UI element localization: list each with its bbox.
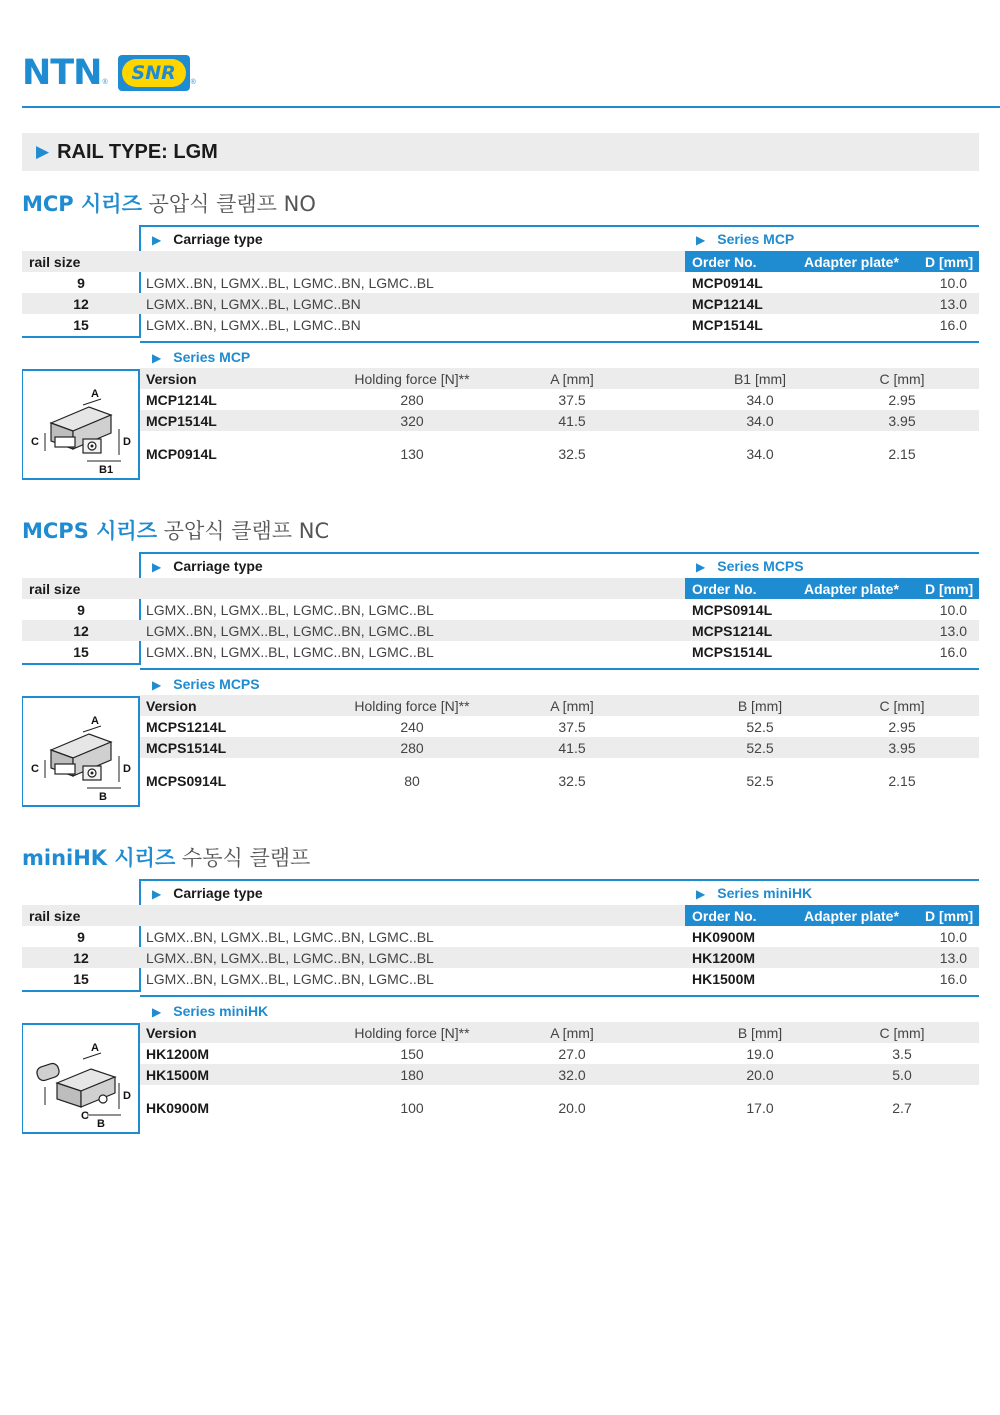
carriage-type-label: Carriage type — [173, 231, 263, 247]
d-value: 13.0 — [939, 296, 967, 312]
order-no-value: MCP1514L — [692, 317, 763, 333]
carriage-table — [22, 879, 979, 992]
order-header — [685, 251, 979, 272]
version-row — [140, 443, 979, 464]
d-value: 10.0 — [939, 275, 967, 291]
d-value: 10.0 — [939, 602, 967, 618]
carriage-table — [22, 552, 979, 665]
carriage-row — [22, 968, 979, 989]
b-value: 52.5 — [746, 719, 774, 735]
carriage-type-value: LGMX..BN, LGMX..BL, LGMC..BN — [146, 296, 361, 312]
version-table — [22, 673, 979, 807]
section-title-series: miniHK 시리즈 — [22, 846, 176, 870]
version-column-headers — [140, 695, 979, 716]
rail-size-value: 9 — [77, 602, 85, 618]
carriage-type-value: LGMX..BN, LGMX..BL, LGMC..BN, LGMC..BL — [146, 623, 434, 639]
holding-force-value: 180 — [400, 1067, 424, 1083]
holding-force-label: Holding force [N]** — [354, 371, 470, 387]
carriage-type-label: Carriage type — [173, 885, 263, 901]
dimension-label-b: B1 — [99, 464, 114, 476]
order-no-label: Order No. — [692, 908, 757, 924]
order-no-label: Order No. — [692, 581, 757, 597]
carriage-type-value: LGMX..BN, LGMX..BL, LGMC..BN, LGMC..BL — [146, 602, 434, 618]
rail-size-value: 15 — [73, 644, 89, 660]
triangle-right-icon: ▶ — [152, 1005, 162, 1019]
c-mm-label: C [mm] — [879, 1025, 925, 1041]
order-no-value: MCP1214L — [692, 296, 763, 312]
c-value: 3.95 — [888, 740, 916, 756]
rail-size-header-row — [22, 251, 979, 272]
carriage-type-value: LGMX..BN, LGMX..BL, LGMC..BN, LGMC..BL — [146, 950, 434, 966]
carriage-table-header — [140, 881, 979, 903]
a-value: 32.5 — [558, 773, 586, 789]
d-mm-label: D [mm] — [925, 908, 974, 924]
version-row — [140, 389, 979, 410]
d-mm-label: D [mm] — [925, 254, 974, 270]
carriage-row — [22, 926, 979, 947]
rail-size-value: 9 — [77, 929, 85, 945]
carriage-row — [22, 947, 979, 968]
snr-logo — [118, 55, 190, 91]
order-no-value: MCPS1214L — [692, 623, 773, 639]
adapter-plate-label: Adapter plate* — [804, 908, 899, 924]
d-value: 13.0 — [939, 950, 967, 966]
version-row — [140, 1043, 979, 1064]
rail-size-header-row — [22, 578, 979, 599]
holding-force-value: 100 — [400, 1100, 424, 1116]
version-table-header — [140, 673, 979, 695]
carriage-table-header — [140, 554, 979, 576]
version-label: Version — [146, 698, 197, 714]
carriage-table-header — [140, 227, 979, 249]
version-row — [140, 410, 979, 431]
triangle-right-icon: ▶ — [696, 560, 706, 574]
holding-force-label: Holding force [N]** — [354, 698, 470, 714]
order-header — [685, 578, 979, 599]
version-value: HK1200M — [146, 1046, 210, 1062]
holding-force-value: 80 — [404, 773, 420, 789]
a-value: 41.5 — [558, 413, 586, 429]
order-no-value: MCP0914L — [692, 275, 763, 291]
dimension-label-a: A — [91, 388, 99, 400]
a-value: 32.5 — [558, 446, 586, 462]
c-value: 2.95 — [888, 392, 916, 408]
dimension-label-a: A — [91, 715, 99, 727]
snr-registered-mark: ® — [190, 79, 196, 86]
section-title-desc: 수동식 클램프 — [175, 846, 311, 870]
d-value: 10.0 — [939, 929, 967, 945]
dimension-label-d: D — [123, 763, 131, 775]
triangle-right-icon: ▶ — [152, 233, 162, 247]
holding-force-label: Holding force [N]** — [354, 1025, 470, 1041]
dimension-label-c: C — [81, 1110, 89, 1122]
rail-size-bottom-rule — [22, 990, 140, 992]
a-value: 32.0 — [558, 1067, 586, 1083]
series-label: Series MCP — [173, 349, 251, 365]
b-mm-label: B [mm] — [737, 698, 783, 714]
order-header — [685, 905, 979, 926]
d-mm-label: D [mm] — [925, 581, 974, 597]
adapter-plate-label: Adapter plate* — [804, 581, 899, 597]
triangle-right-icon: ▶ — [152, 560, 162, 574]
carriage-row — [22, 314, 979, 335]
version-column-headers — [140, 368, 979, 389]
order-no-value: MCPS0914L — [692, 602, 773, 618]
rail-size-value: 9 — [77, 275, 85, 291]
c-value: 2.7 — [892, 1100, 912, 1116]
rail-size-value: 12 — [73, 623, 89, 639]
order-no-value: HK1500M — [692, 971, 756, 987]
table-bottom-rule — [140, 341, 979, 343]
series-label: Series miniHK — [717, 885, 813, 901]
d-value: 16.0 — [939, 971, 967, 987]
section-title — [22, 842, 310, 872]
b-value: 34.0 — [746, 413, 774, 429]
a-value: 41.5 — [558, 740, 586, 756]
c-value: 2.95 — [888, 719, 916, 735]
b-mm-label: B1 [mm] — [733, 371, 787, 387]
section-title-desc: 공압식 클램프 NO — [141, 192, 316, 216]
rail-size-value: 15 — [73, 971, 89, 987]
version-label: Version — [146, 371, 197, 387]
version-label: Version — [146, 1025, 197, 1041]
b-value: 19.0 — [746, 1046, 774, 1062]
dimension-label-d: D — [123, 1090, 131, 1102]
triangle-right-icon: ▶ — [36, 142, 50, 161]
version-table — [22, 346, 979, 480]
header-divider — [22, 106, 1000, 108]
table-bottom-rule — [140, 668, 979, 670]
version-row — [140, 1097, 979, 1118]
dimension-label-d: D — [123, 436, 131, 448]
version-value: MCP1214L — [146, 392, 217, 408]
brand-logo — [22, 52, 196, 94]
a-mm-label: A [mm] — [550, 698, 594, 714]
section-title-desc: 공압식 클램프 NC — [157, 519, 330, 543]
carriage-type-value: LGMX..BN, LGMX..BL, LGMC..BN, LGMC..BL — [146, 929, 434, 945]
carriage-row — [22, 599, 979, 620]
version-value: MCP0914L — [146, 446, 217, 462]
rail-size-value: 12 — [73, 296, 89, 312]
c-value: 3.5 — [892, 1046, 912, 1062]
b-value: 34.0 — [746, 392, 774, 408]
rail-size-bottom-rule — [22, 336, 140, 338]
b-value: 52.5 — [746, 773, 774, 789]
b-value: 17.0 — [746, 1100, 774, 1116]
a-value: 37.5 — [558, 719, 586, 735]
rail-size-label: rail size — [29, 581, 81, 597]
c-value: 5.0 — [892, 1067, 912, 1083]
c-value: 2.15 — [888, 446, 916, 462]
a-mm-label: A [mm] — [550, 1025, 594, 1041]
dimension-label-b: B — [97, 1118, 105, 1130]
triangle-right-icon: ▶ — [152, 678, 162, 692]
rail-size-label: rail size — [29, 254, 81, 270]
version-column-headers — [140, 1022, 979, 1043]
version-value: HK0900M — [146, 1100, 210, 1116]
series-label: Series MCP — [717, 231, 795, 247]
version-value: MCPS1514L — [146, 740, 227, 756]
order-no-value: HK1200M — [692, 950, 756, 966]
carriage-row — [22, 620, 979, 641]
holding-force-value: 240 — [400, 719, 424, 735]
c-mm-label: C [mm] — [879, 698, 925, 714]
version-value: HK1500M — [146, 1067, 210, 1083]
adapter-plate-label: Adapter plate* — [804, 254, 899, 270]
holding-force-value: 280 — [400, 740, 424, 756]
b-value: 20.0 — [746, 1067, 774, 1083]
dimension-label-a: A — [91, 1042, 99, 1054]
d-value: 16.0 — [939, 644, 967, 660]
section-title — [22, 515, 329, 545]
series-label: Series miniHK — [173, 1003, 269, 1019]
holding-force-value: 280 — [400, 392, 424, 408]
section-title — [22, 188, 316, 218]
holding-force-value: 130 — [400, 446, 424, 462]
a-value: 37.5 — [558, 392, 586, 408]
triangle-right-icon: ▶ — [696, 887, 706, 901]
version-table-header — [140, 1000, 979, 1022]
rail-size-value: 12 — [73, 950, 89, 966]
c-value: 2.15 — [888, 773, 916, 789]
carriage-type-value: LGMX..BN, LGMX..BL, LGMC..BN, LGMC..BL — [146, 971, 434, 987]
carriage-row — [22, 272, 979, 293]
rail-size-header-row — [22, 905, 979, 926]
carriage-type-value: LGMX..BN, LGMX..BL, LGMC..BN — [146, 317, 361, 333]
triangle-right-icon: ▶ — [696, 233, 706, 247]
c-value: 3.95 — [888, 413, 916, 429]
carriage-type-value: LGMX..BN, LGMX..BL, LGMC..BN, LGMC..BL — [146, 275, 434, 291]
snr-logo-text: SNR — [122, 59, 186, 87]
holding-force-value: 320 — [400, 413, 424, 429]
rail-size-value: 15 — [73, 317, 89, 333]
d-value: 13.0 — [939, 623, 967, 639]
carriage-type-label: Carriage type — [173, 558, 263, 574]
version-row — [140, 770, 979, 791]
a-value: 20.0 — [558, 1100, 586, 1116]
b-value: 52.5 — [746, 740, 774, 756]
version-row — [140, 737, 979, 758]
holding-force-value: 150 — [400, 1046, 424, 1062]
version-row — [140, 1064, 979, 1085]
carriage-type-value: LGMX..BN, LGMX..BL, LGMC..BN, LGMC..BL — [146, 644, 434, 660]
rail-type-title: RAIL TYPE: LGM — [57, 140, 218, 163]
carriage-row — [22, 293, 979, 314]
carriage-row — [22, 641, 979, 662]
order-no-label: Order No. — [692, 254, 757, 270]
rail-type-banner — [22, 133, 979, 171]
a-value: 27.0 — [558, 1046, 586, 1062]
version-table-header — [140, 346, 979, 368]
dimension-label-c: C — [31, 436, 39, 448]
version-table — [22, 1000, 979, 1134]
section-title-series: MCPS 시리즈 — [22, 519, 157, 543]
rail-size-bottom-rule — [22, 663, 140, 665]
version-value: MCPS1214L — [146, 719, 227, 735]
rail-size-label: rail size — [29, 908, 81, 924]
version-value: MCP1514L — [146, 413, 217, 429]
d-value: 16.0 — [939, 317, 967, 333]
b-mm-label: B [mm] — [737, 1025, 783, 1041]
a-mm-label: A [mm] — [550, 371, 594, 387]
order-no-value: MCPS1514L — [692, 644, 773, 660]
series-label: Series MCPS — [173, 676, 260, 692]
ntn-logo: NTN — [22, 53, 102, 93]
version-value: MCPS0914L — [146, 773, 227, 789]
series-label: Series MCPS — [717, 558, 804, 574]
c-mm-label: C [mm] — [879, 371, 925, 387]
version-row — [140, 716, 979, 737]
triangle-right-icon: ▶ — [152, 351, 162, 365]
order-no-value: HK0900M — [692, 929, 756, 945]
section-title-series: MCP 시리즈 — [22, 192, 142, 216]
carriage-table — [22, 225, 979, 338]
dimension-label-c: C — [31, 763, 39, 775]
dimension-label-b: B — [99, 791, 107, 803]
b-value: 34.0 — [746, 446, 774, 462]
ntn-registered-mark: ® — [102, 79, 108, 86]
triangle-right-icon: ▶ — [152, 887, 162, 901]
table-bottom-rule — [140, 995, 979, 997]
